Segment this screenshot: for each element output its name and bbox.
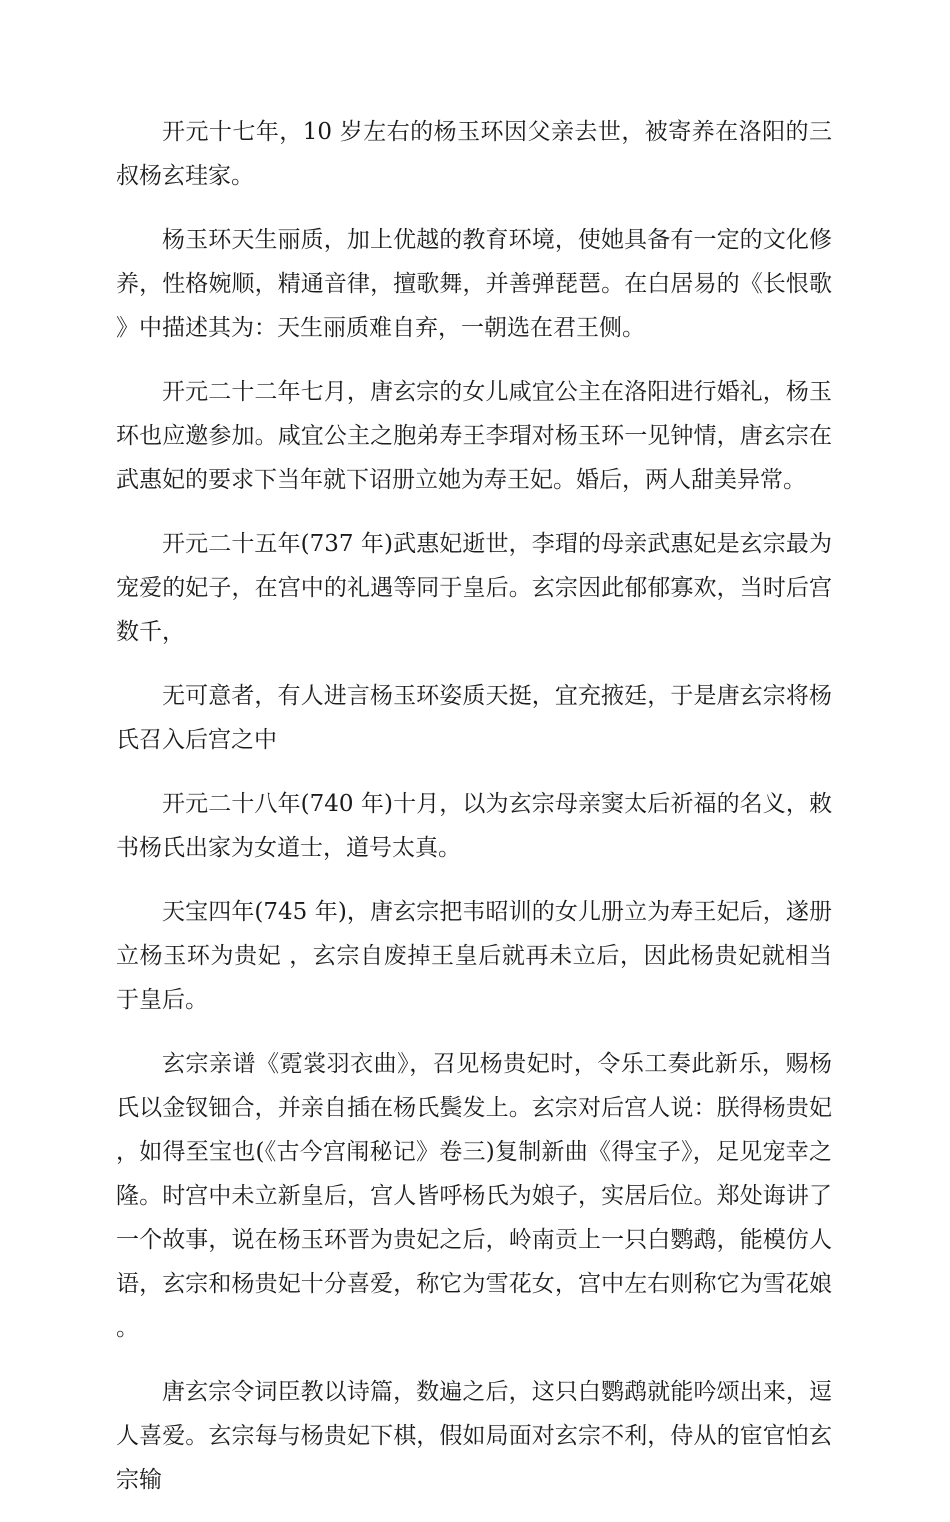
paragraph-3: 开元二十二年七月，唐玄宗的女儿咸宜公主在洛阳进行婚礼，杨玉环也应邀参加。咸宜公主之胞弟寿王李瑁对杨玉环一见钟情，唐玄宗在武惠妃的要求下当年就下诏册立她为寿王妃。婚后，两人甜美异常。 [116, 379, 832, 493]
paragraph-1: 开元十七年，10 岁左右的杨玉环因父亲去世，被寄养在洛阳的三叔杨玄珪家。 [116, 119, 832, 189]
paragraph-5: 无可意者，有人进言杨玉环姿质天挺，宜充掖廷，于是唐玄宗将杨氏召入后宫之中 [116, 683, 832, 753]
paragraph-8: 玄宗亲谱《霓裳羽衣曲》，召见杨贵妃时，令乐工奏此新乐，赐杨氏以金钗钿合，并亲自插在杨氏鬓发上。玄宗对后宫人说：朕得杨贵妃，如得至宝也(《古今宫闱秘记》卷三)复制新曲《得宝子》，足见宠幸之隆。时宫中未立新皇后，宫人皆呼杨氏为娘子，实居后位。郑处诲讲了一个故事，说在杨玉环晋为贵妃之后，岭南贡上一只白鹦鹉，能模仿人语，玄宗和杨贵妃十分喜爱，称它为雪花女，宫中左右则称它为雪花娘。 [116, 1051, 832, 1341]
paragraph-2: 杨玉环天生丽质，加上优越的教育环境，使她具备有一定的文化修养，性格婉顺，精通音律，擅歌舞，并善弹琵琶。在白居易的《长恨歌》中描述其为：天生丽质难自弃，一朝选在君王侧。 [116, 227, 832, 341]
document-body [116, 110, 832, 1522]
paragraph-7: 天宝四年(745 年)，唐玄宗把韦昭训的女儿册立为寿王妃后，遂册立杨玉环为贵妃 ，玄宗自废掉王皇后就再未立后，因此杨贵妃就相当于皇后。 [116, 899, 832, 1013]
paragraph-9: 唐玄宗令词臣教以诗篇，数遍之后，这只白鹦鹉就能吟颂出来，逗人喜爱。玄宗每与杨贵妃下棋，假如局面对玄宗不利，侍从的宦官怕玄宗输 [116, 1379, 832, 1493]
paragraph-4: 开元二十五年(737 年)武惠妃逝世，李瑁的母亲武惠妃是玄宗最为宠爱的妃子，在宫中的礼遇等同于皇后。玄宗因此郁郁寡欢，当时后宫数千， [116, 531, 832, 645]
paragraph-6: 开元二十八年(740 年)十月，以为玄宗母亲窦太后祈福的名义，敕书杨氏出家为女道士，道号太真。 [116, 791, 832, 861]
